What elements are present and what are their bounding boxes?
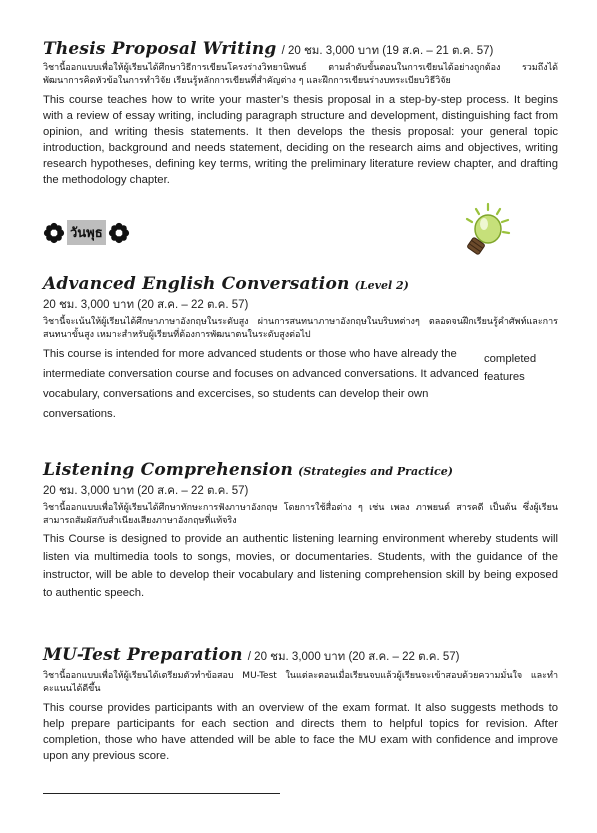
side-note: features [484,371,525,383]
footnote-divider [43,793,280,794]
course-thai-description: วิชานี้ออกแบบเพื่อให้ผู้เรียนได้ศึกษาวิธีการเขียนโครงร่างวิทยานิพนธ์ ตามลำดับขั้นตอนในการเขียนได้อย่างถูกต้อง รวมถึงได้พัฒนาการคิดหัวข้อในการทำวิจัย เรียนรู้หลักการเขียนที่สำคัญต่าง ๆ และฝึกการเขียนร่างบทระเบียบวิธีวิจัย [43,63,558,86]
course-title: MU-Test Preparation [43,645,243,665]
course-meta: 20 ชม. 3,000 บาท (20 ส.ค. – 22 ต.ค. 57) [43,299,249,311]
course-title: Thesis Proposal Writing [43,39,277,59]
course-thai-description: วิชานี้ออกแบบเพื่อให้ผู้เรียนได้ศึกษาทักษะการฟังภาษาอังกฤษ โดยการใช้สื่อต่าง ๆ เช่น เพลง ภาพยนต์ สารคดี เป็นต้น ซึ่งผู้เรียนสามารถสัมผัสกับสำเนียงเสียงภาษาอังกฤษที่แท้จริง [43,503,558,526]
day-label-text: วันพุธ [67,220,106,245]
course-english-description: This course is intended for more advanced students or those who have already the intermediate conversation course and focuses on advanced conversations. It advanced vocabulary, conversations and excercises, so students can develop their own conversations. [43,348,479,420]
course-listening-comprehension [43,459,558,602]
course-thesis-proposal [43,38,558,188]
course-advanced-conversation [43,273,558,424]
flower-icon [43,222,65,244]
day-label [43,220,130,245]
course-meta: / 20 ชม. 3,000 บาท (19 ส.ค. – 21 ต.ค. 57) [281,45,494,57]
lightbulb-icon [452,200,514,262]
course-meta: 20 ชม. 3,000 บาท (20 ส.ค. – 22 ต.ค. 57) [43,485,249,497]
course-subtitle: (Level 2) [354,279,409,292]
course-mu-test [43,644,558,764]
course-english-description: This course provides participants with an overview of the exam format. It also suggests methods to help prepare participants for each section and directs them to helpful topics for revision. After completion, those who have attended will be able to face the MU exam with confidence and improve upon any previous score. [43,702,558,762]
side-note: completed [484,353,537,365]
course-thai-description: วิชานี้จะเน้นให้ผู้เรียนได้ศึกษาภาษาอังกฤษในระดับสูง ผ่านการสนทนาภาษาอังกฤษในบริบทต่างๆ ตลอดจนฝึกเรียนรู้คำศัพท์และการสนทนาขั้นสูง เหมาะสำหรับผู้เรียนที่ต้องการพัฒนาตนในระดับสูงต่อไป [43,317,558,340]
course-meta: / 20 ชม. 3,000 บาท (20 ส.ค. – 22 ต.ค. 57) [247,651,460,663]
course-title: Listening Comprehension [43,460,294,480]
flower-icon [108,222,130,244]
course-title: Advanced English Conversation [43,274,350,294]
side-notes [484,350,554,386]
course-thai-description: วิชานี้ออกแบบเพื่อให้ผู้เรียนได้เตรียมตัวทำข้อสอบ MU-Test ในแต่ละตอนเมื่อเรียนจบแล้วผู้เรียนจะเข้าสอบด้วยความมั่นใจ และทำคะแนนได้ดีขึ้น [43,671,558,694]
course-english-description: This Course is designed to provide an authentic listening learning environment whereby students will listen via multimedia tools to songs, movies, or documentaries. Students, with the guidance of the instructor, will be able to develop their vocabulary and listening comprehension skill by being exposed to authentic speech. [43,533,558,599]
course-subtitle: (Strategies and Practice) [298,465,453,478]
course-english-description: This course teaches how to write your master’s thesis proposal in a step-by-step process. It begins with a review of essay writing, including paragraph structure and development, distinguishing fact from opinion, and writing thesis statements. It then develops the thesis proposal: your general topic introduction, background and needs statement, deciding on the research aims and objectives, writing research hypotheses, defining key terms, writing the preliminary literature review chapter, and drafting the methodology chapter. [43,94,558,186]
